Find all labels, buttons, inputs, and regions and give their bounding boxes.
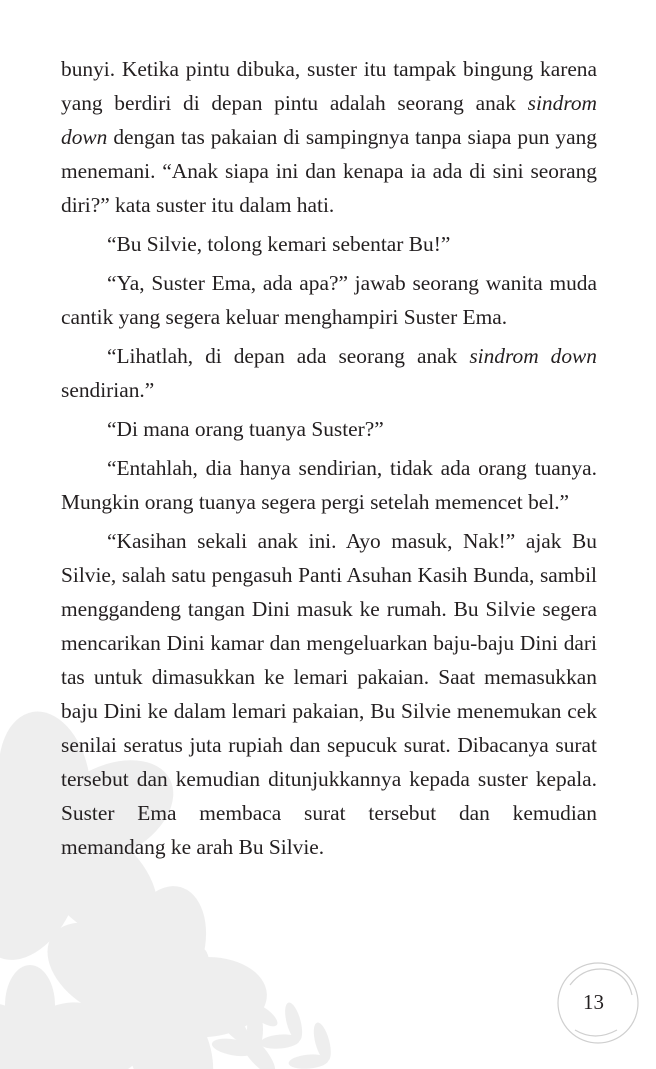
italic-term: sindrom down	[469, 344, 597, 368]
paragraph-1: bunyi. Ketika pintu dibuka, suster itu tampak bingung karena yang berdiri di depan pintu adalah seorang anak sindrom down dengan tas pakaian di sampingnya tanpa siapa pun yang menemani. “Anak siapa ini dan kenapa ia ada di sini seorang diri?” kata suster itu dalam hati.	[61, 57, 597, 217]
italic-term: sindrom down	[61, 91, 597, 149]
paragraph-2: “Bu Silvie, tolong kemari sebentar Bu!”	[107, 232, 451, 256]
page-number: 13	[583, 990, 604, 1014]
paragraph-5: “Di mana orang tuanya Suster?”	[107, 417, 384, 441]
paragraph-6: “Entahlah, dia hanya sendirian, tidak ada orang tuanya. Mungkin orang tuanya segera pergi setelah memencet bel.”	[61, 456, 597, 514]
paragraph-3: “Ya, Suster Ema, ada apa?” jawab seorang wanita muda cantik yang segera keluar menghampiri Suster Ema.	[61, 271, 597, 329]
body-text	[61, 52, 597, 869]
paragraph-7: “Kasihan sekali anak ini. Ayo masuk, Nak!” ajak Bu Silvie, salah satu pengasuh Panti Asuhan Kasih Bunda, sambil menggandeng tangan Dini masuk ke rumah. Bu Silvie segera mencarikan Dini kamar dan mengeluarkan baju-baju Dini dari tas untuk dimasukkan ke lemari pakaian. Saat memasukkan baju Dini ke dalam lemari pakaian, Bu Silvie menemukan cek senilai seratus juta rupiah dan sepucuk surat. Dibacanya surat tersebut dan kemudian ditunjukkannya kepada suster kepala. Suster Ema membaca surat tersebut dan kemudian memandang ke arah Bu Silvie.	[61, 529, 597, 859]
paragraph-4: “Lihatlah, di depan ada seorang anak sindrom down sendirian.”	[61, 344, 597, 402]
